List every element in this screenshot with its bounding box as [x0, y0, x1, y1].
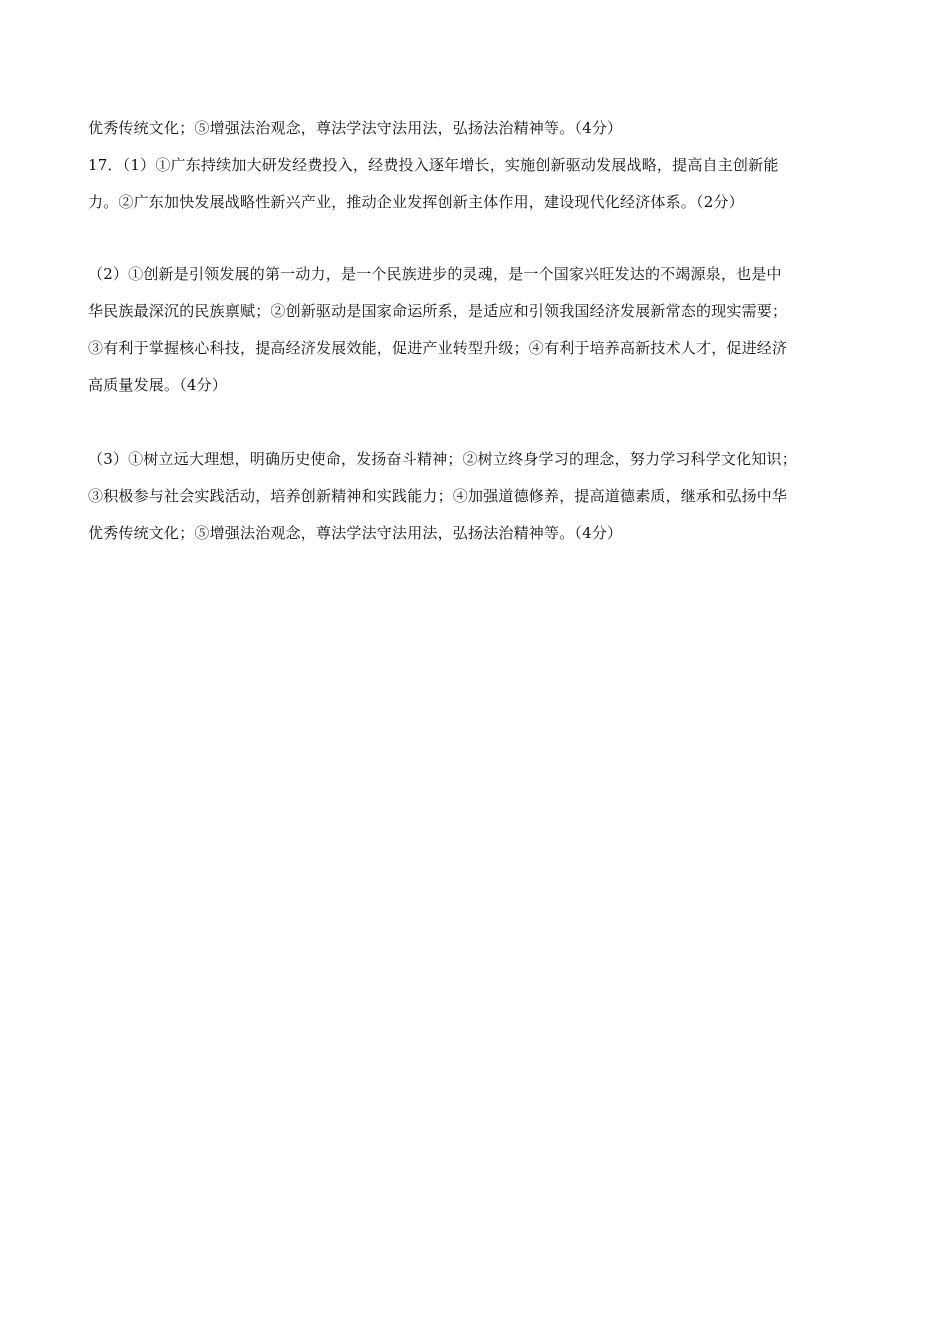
q17-part2-line-1: （2）①创新是引领发展的第一动力，是一个民族进步的灵魂，是一个国家兴旺发达的不竭源泉，也是中	[88, 265, 782, 283]
q17-part3-line-2: ③积极参与社会实践活动，培养创新精神和实践能力；④加强道德修养，提高道德素质，继承和弘扬中华	[88, 487, 788, 505]
q17-part3-line-3: 优秀传统文化；⑤增强法治观念，尊法学法守法用法，弘扬法治精神等。（4分）	[88, 524, 623, 542]
q17-part1-line-2: 力。②广东加快发展战略性新兴产业，推动企业发挥创新主体作用，建设现代化经济体系。（2分）	[88, 193, 744, 211]
q17-part2-line-3: ③有利于掌握核心科技，提高经济发展效能，促进产业转型升级；④有利于培养高新技术人才，促进经济	[88, 339, 788, 357]
q17-part2-line-2: 华民族最深沉的民族禀赋；②创新驱动是国家命运所系，是适应和引领我国经济发展新常态的现实需要；	[88, 302, 788, 320]
q17-part3-line-1: （3）①树立远大理想，明确历史使命，发扬奋斗精神；②树立终身学习的理念，努力学习科学文化知识；	[88, 450, 797, 468]
answer-continuation-line: 优秀传统文化；⑤增强法治观念，尊法学法守法用法，弘扬法治精神等。（4分）	[88, 119, 623, 137]
q17-part2-line-4: 高质量发展。（4分）	[88, 376, 228, 394]
q17-part1-line-1: 17．（1）①广东持续加大研发经费投入，经费投入逐年增长，实施创新驱动发展战略，提高自主创新能	[88, 156, 779, 174]
